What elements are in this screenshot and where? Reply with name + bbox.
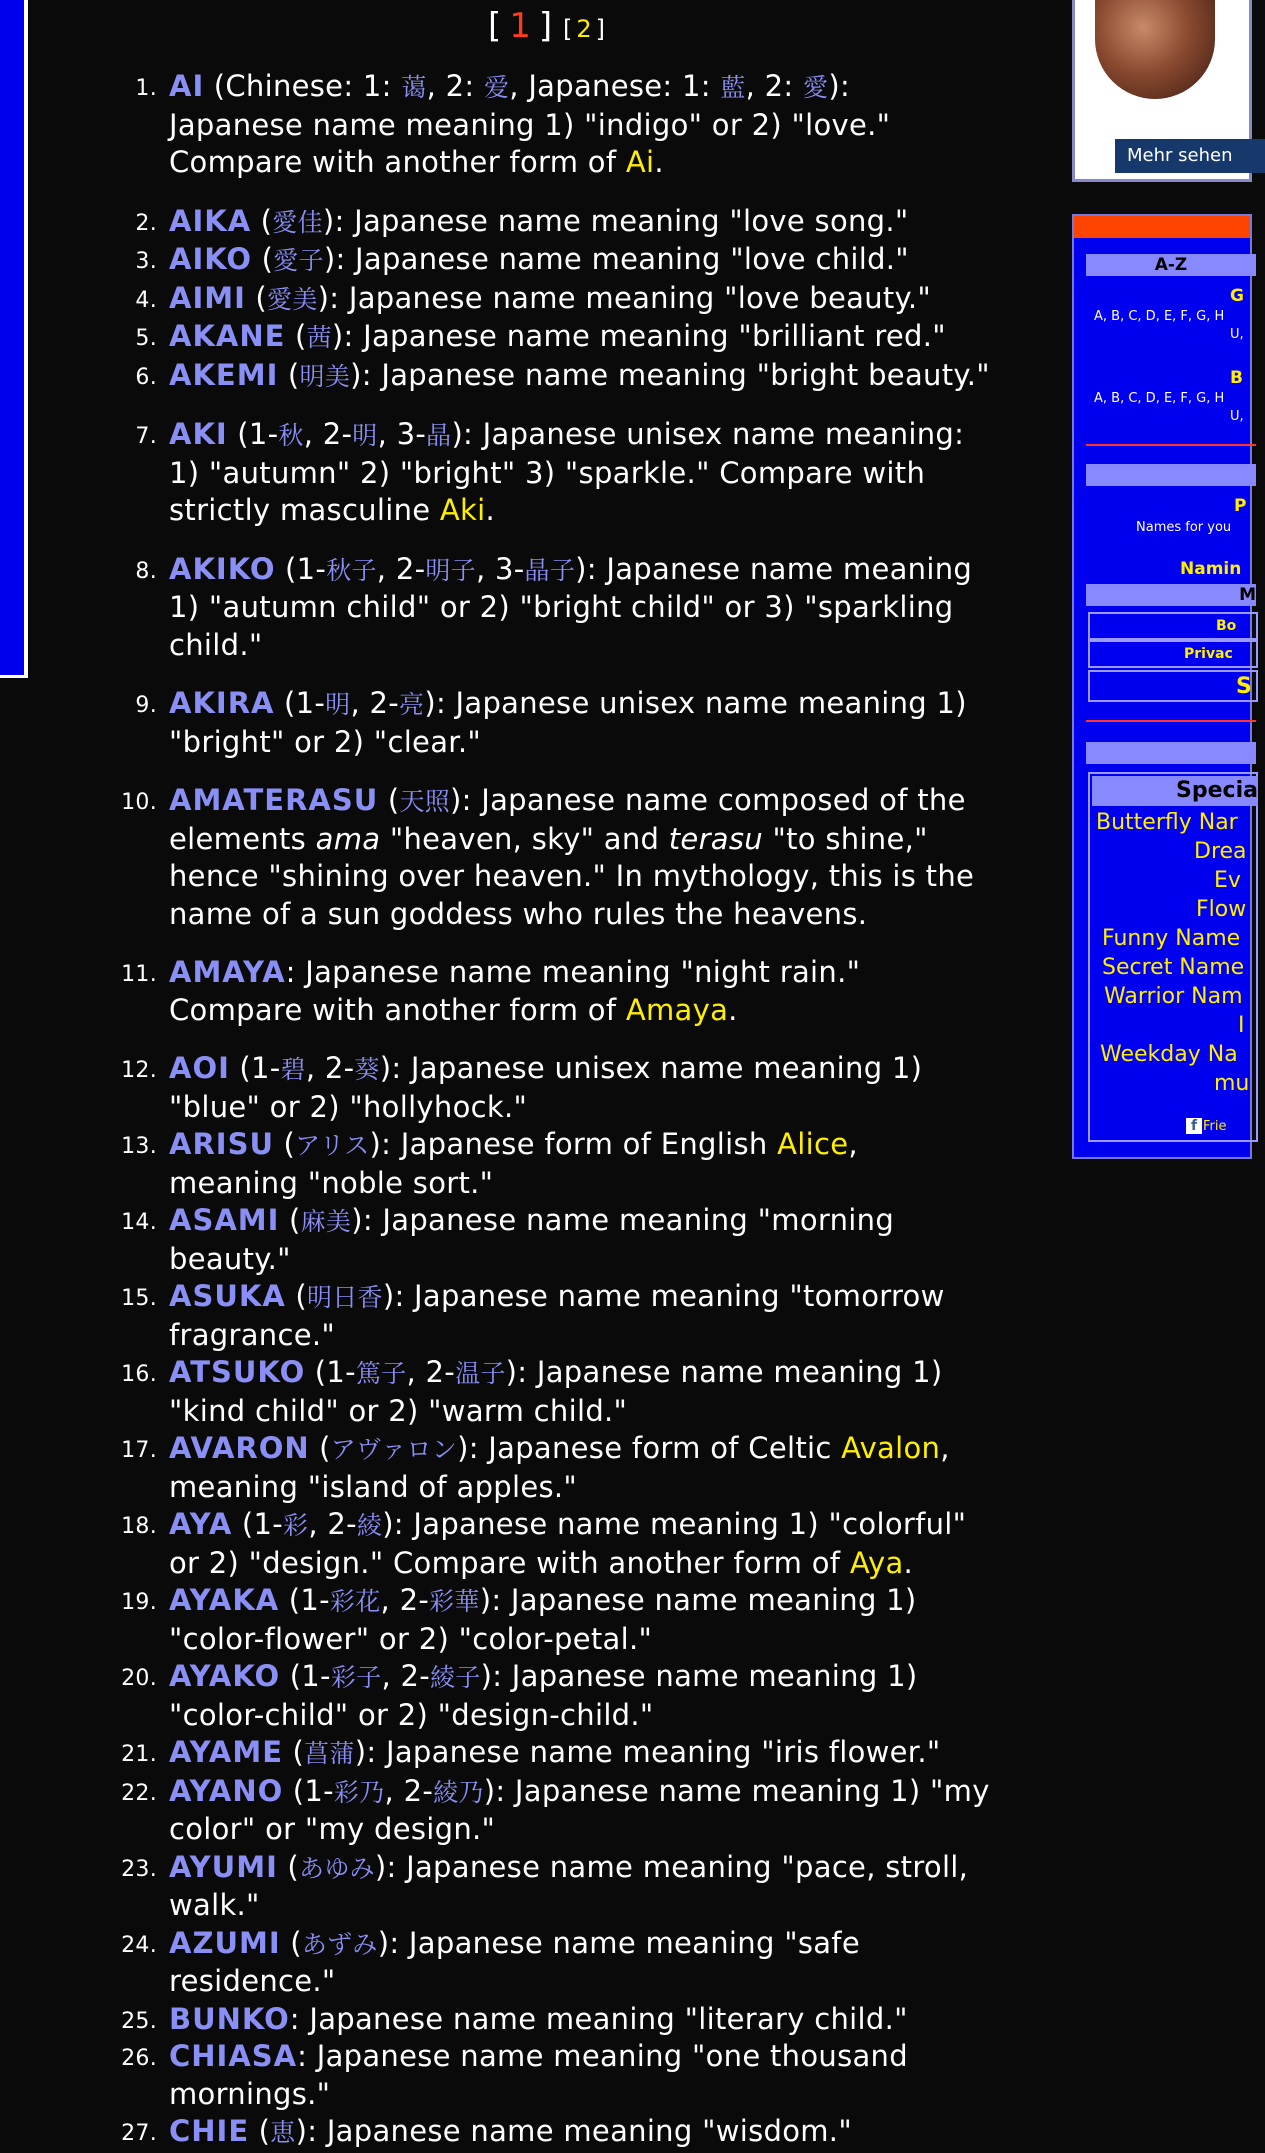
m-band: M	[1086, 584, 1256, 606]
kanji-link[interactable]: 麻美	[300, 1207, 352, 1236]
list-item: 26. CHIASA: Japanese name meaning "one thousand mornings."	[121, 2039, 908, 2111]
kanji-link[interactable]: 愛佳	[272, 207, 323, 237]
kanji-link[interactable]: 亮	[399, 690, 425, 719]
kanji-link[interactable]: 晶	[426, 421, 452, 450]
left-blue-panel	[0, 0, 28, 678]
special-link[interactable]: Flow	[1196, 897, 1247, 922]
name-link[interactable]: AKI	[169, 417, 228, 451]
list-item: 24. AZUMI (あずみ): Japanese name meaning "safe residence."	[121, 1925, 860, 1998]
sidebar-panel	[1072, 214, 1258, 1159]
list-item: 1. AI (Chinese: 1: 蔼, 2: 爱, Japanese: 1: 藍, 2: 愛): Japanese name meaning 1) "indigo" or 2) "love." Compare with another form of Ai.	[113, 68, 993, 182]
pagination	[488, 6, 605, 46]
sidebar-orange-bar	[1074, 216, 1250, 238]
kanji-link[interactable]: 晶子	[524, 555, 576, 585]
list-item: 23. AYUMI (あゆみ): Japanese name meaning "pace, stroll, walk."	[121, 1849, 969, 1922]
kanji-link[interactable]: 明日香	[306, 1283, 383, 1312]
name-link[interactable]: AYAKO	[169, 1659, 281, 1693]
list-item: 3. AIKO (愛子): Japanese name meaning "love child."	[135, 242, 909, 276]
kanji-link[interactable]: 愛美	[267, 284, 318, 314]
list-item: 18. AYA (1-彩, 2-綾): Japanese name meaning 1) "colorful" or 2) "design." Compare with another form of Aya.	[121, 1507, 967, 1580]
kanji-link[interactable]: あゆみ	[299, 1853, 375, 1883]
kanji-link[interactable]: アヴァロン	[330, 1435, 458, 1464]
divider	[1086, 444, 1256, 446]
compare-link[interactable]: Aya	[849, 1545, 904, 1580]
kanji-link[interactable]: 藍	[720, 73, 746, 102]
kanji-link[interactable]: 綾子	[430, 1663, 481, 1692]
special-heading: Specia	[1092, 776, 1258, 806]
pager-bracket: [	[488, 6, 502, 46]
list-item: 12. AOI (1-碧, 2-葵): Japanese unisex name meaning 1) "blue" or 2) "hollyhock."	[121, 1051, 923, 1124]
page-2-link[interactable]: 2	[576, 15, 592, 43]
name-link[interactable]: AKEMI	[169, 357, 279, 392]
compare-link[interactable]: Avalon	[841, 1431, 941, 1465]
list-item: 25. BUNKO: Japanese name meaning "literary child."	[121, 2001, 908, 2036]
name-link[interactable]: AYA	[169, 1507, 233, 1541]
kanji-link[interactable]: 碧	[280, 1055, 306, 1084]
az-letters-boys[interactable]: A, B, C, D, E, F, G, H	[1094, 391, 1225, 406]
name-link[interactable]: ASUKA	[169, 1279, 286, 1313]
kanji-link[interactable]: 明	[325, 690, 351, 719]
advert-more-button[interactable]: Mehr sehen	[1115, 139, 1265, 173]
item-number: 1.	[135, 76, 157, 101]
section-band	[1086, 742, 1256, 764]
name-link[interactable]: ASAMI	[169, 1203, 280, 1237]
privacy-box[interactable]: Privac	[1088, 640, 1258, 668]
list-item: 16. ATSUKO (1-篤子, 2-温子): Japanese name meaning 1) "kind child" or 2) "warm child."	[121, 1355, 943, 1428]
kanji-link[interactable]: 彩	[283, 1511, 309, 1540]
name-link[interactable]: AOI	[169, 1051, 230, 1085]
name-link[interactable]: AIKA	[169, 203, 252, 238]
section-letter-p: P	[1234, 496, 1247, 516]
kanji-link[interactable]: 篤子	[355, 1359, 407, 1388]
name-link[interactable]: CHIASA	[169, 2039, 298, 2073]
special-link[interactable]: Warrior Nam	[1104, 984, 1243, 1009]
list-item: 4. AIMI (愛美): Japanese name meaning "love beauty."	[135, 280, 932, 315]
special-link[interactable]: Weekday Na	[1100, 1042, 1238, 1067]
kanji-link[interactable]: 明	[352, 421, 378, 450]
bo-box[interactable]: Bo	[1088, 612, 1258, 640]
name-link[interactable]: AKIKO	[169, 551, 276, 586]
advert-box[interactable]	[1072, 0, 1252, 182]
special-link[interactable]: Drea	[1194, 839, 1247, 864]
kanji-link[interactable]: 茜	[306, 323, 332, 352]
names-for-you-link[interactable]: Names for you	[1136, 520, 1232, 535]
name-link[interactable]: AIMI	[169, 280, 246, 315]
page-2-wrap: [ 2 ]	[562, 15, 606, 43]
compare-link[interactable]: Alice	[777, 1127, 849, 1161]
az-letters-girls[interactable]: A, B, C, D, E, F, G, H	[1094, 309, 1225, 324]
kanji-link[interactable]: 爱	[483, 73, 510, 102]
special-link[interactable]: mu	[1214, 1071, 1250, 1096]
list-item: 10. AMATERASU (天照): Japanese name composed of the elements ama "heaven, sky" and terasu "to shine," hence "shining over heaven." In mythology, this is the name of a sun goddess who rules the heavens.	[121, 783, 975, 931]
facebook-icon: f	[1186, 1118, 1202, 1134]
kanji-link[interactable]: 蔼	[401, 73, 427, 102]
special-link[interactable]: Butterfly Nar	[1096, 810, 1238, 835]
kanji-link[interactable]: 明美	[299, 361, 351, 391]
list-item: 27. CHIE (恵): Japanese name meaning "wisdom."	[121, 2114, 852, 2148]
list-item: 20. AYAKO (1-彩子, 2-綾子): Japanese name meaning 1) "color-child" or 2) "design-child."	[121, 1659, 918, 1732]
kanji-link[interactable]: 綾乃	[433, 1777, 484, 1807]
name-link[interactable]: AI	[169, 69, 205, 103]
name-link[interactable]: AYANO	[169, 1773, 284, 1808]
kanji-link[interactable]: 秋	[278, 421, 304, 450]
az-letters-girls-more[interactable]: U,	[1230, 327, 1244, 342]
kanji-link[interactable]: あずみ	[301, 1929, 378, 1959]
compare-link[interactable]: Amaya	[625, 992, 729, 1027]
list-item: 2. AIKA (愛佳): Japanese name meaning "love song."	[135, 203, 909, 238]
kanji-link[interactable]: 秋子	[326, 555, 377, 585]
kanji-link[interactable]: 彩子	[330, 1663, 382, 1692]
s-box[interactable]: S	[1088, 670, 1258, 702]
az-letters-boys-more[interactable]: U,	[1230, 409, 1244, 424]
name-link[interactable]: AIKO	[169, 242, 253, 276]
name-link[interactable]: CHIE	[169, 2114, 250, 2148]
kanji-link[interactable]: アリス	[295, 1131, 370, 1160]
name-link[interactable]: BUNKO	[169, 2001, 290, 2036]
list-item: 15. ASUKA (明日香): Japanese name meaning "tomorrow fragrance."	[121, 1279, 945, 1352]
pager-bracket: ]	[538, 6, 553, 46]
special-names-box	[1088, 772, 1258, 1142]
section-band	[1086, 464, 1256, 486]
compare-link[interactable]: Aki	[439, 493, 486, 527]
name-link[interactable]: ARISU	[169, 1127, 274, 1161]
facebook-friends-link[interactable]: f Frie	[1186, 1118, 1227, 1134]
list-item: 11. AMAYA: Japanese name meaning "night rain." Compare with another form of Amaya.	[121, 955, 861, 1027]
list-item: 6. AKEMI (明美): Japanese name meaning "bright beauty."	[135, 357, 990, 392]
list-item: 22. AYANO (1-彩乃, 2-綾乃): Japanese name meaning 1) "my color" or "my design."	[121, 1773, 990, 1846]
name-link[interactable]: AYAKA	[169, 1583, 280, 1617]
kanji-link[interactable]: 彩華	[429, 1587, 480, 1616]
current-page: 1	[509, 6, 531, 46]
kanji-link[interactable]: 彩花	[329, 1587, 381, 1616]
kanji-link[interactable]: 天照	[399, 787, 451, 816]
name-link[interactable]: AMATERASU	[169, 783, 379, 817]
list-item: 7. AKI (1-秋, 2-明, 3-晶): Japanese unisex name meaning: 1) "autumn" 2) "bright" 3) "sparkle." Compare with strictly masculine Aki.	[135, 417, 965, 527]
special-link[interactable]: Secret Name	[1102, 955, 1245, 980]
list-item: 19. AYAKA (1-彩花, 2-彩華): Japanese name meaning 1) "color-flower" or 2) "color-petal."	[121, 1583, 917, 1656]
compare-link[interactable]: Ai	[625, 145, 655, 179]
kanji-link[interactable]: 愛	[803, 73, 829, 102]
kanji-link[interactable]: 菖蒲	[304, 1739, 355, 1768]
kanji-link[interactable]: 温子	[455, 1359, 506, 1388]
az-heading: A-Z	[1086, 254, 1256, 276]
girls-letter: G	[1230, 286, 1244, 306]
name-link[interactable]: AYUMI	[169, 1849, 278, 1884]
list-item: 21. AYAME (菖蒲): Japanese name meaning "iris flower."	[121, 1735, 941, 1769]
name-link[interactable]: ATSUKO	[169, 1355, 306, 1389]
advert-image	[1095, 0, 1215, 99]
special-link[interactable]: Funny Name	[1102, 926, 1241, 951]
list-item: 17. AVARON (アヴァロン): Japanese form of Celtic Avalon, meaning "island of apples."	[121, 1431, 950, 1504]
name-link[interactable]: AZUMI	[169, 1925, 281, 1960]
list-item: 8. AKIKO (1-秋子, 2-明子, 3-晶子): Japanese name meaning 1) "autumn child" or 2) "bright child" or 3) "sparkling child."	[135, 551, 973, 662]
special-link[interactable]: Ev	[1214, 868, 1241, 893]
list-item: 13. ARISU (アリス): Japanese form of English Alice, meaning "noble sort."	[121, 1127, 858, 1200]
list-item: 5. AKANE (茜): Japanese name meaning "brilliant red."	[135, 319, 946, 353]
name-link[interactable]: AKANE	[169, 319, 286, 353]
kanji-link[interactable]: 葵	[354, 1055, 380, 1084]
list-item: 9. AKIRA (1-明, 2-亮): Japanese unisex name meaning 1) "bright" or 2) "clear."	[135, 686, 967, 759]
names-list	[113, 68, 993, 2152]
name-link[interactable]: AKIRA	[169, 686, 275, 720]
special-link[interactable]: I	[1238, 1013, 1245, 1038]
kanji-link[interactable]: 愛子	[273, 246, 324, 275]
list-item: 14. ASAMI (麻美): Japanese name meaning "morning beauty."	[121, 1203, 895, 1276]
name-link[interactable]: AVARON	[169, 1431, 310, 1465]
kanji-link[interactable]: 明子	[425, 555, 476, 585]
kanji-link[interactable]: 綾	[356, 1511, 383, 1540]
boys-letter: B	[1230, 368, 1243, 388]
name-link[interactable]: AMAYA	[169, 955, 286, 989]
naming-heading: Namin	[1180, 559, 1242, 579]
kanji-link[interactable]: 彩乃	[333, 1777, 385, 1807]
kanji-link[interactable]: 恵	[270, 2118, 296, 2147]
name-link[interactable]: AYAME	[169, 1735, 284, 1769]
divider	[1086, 720, 1256, 722]
